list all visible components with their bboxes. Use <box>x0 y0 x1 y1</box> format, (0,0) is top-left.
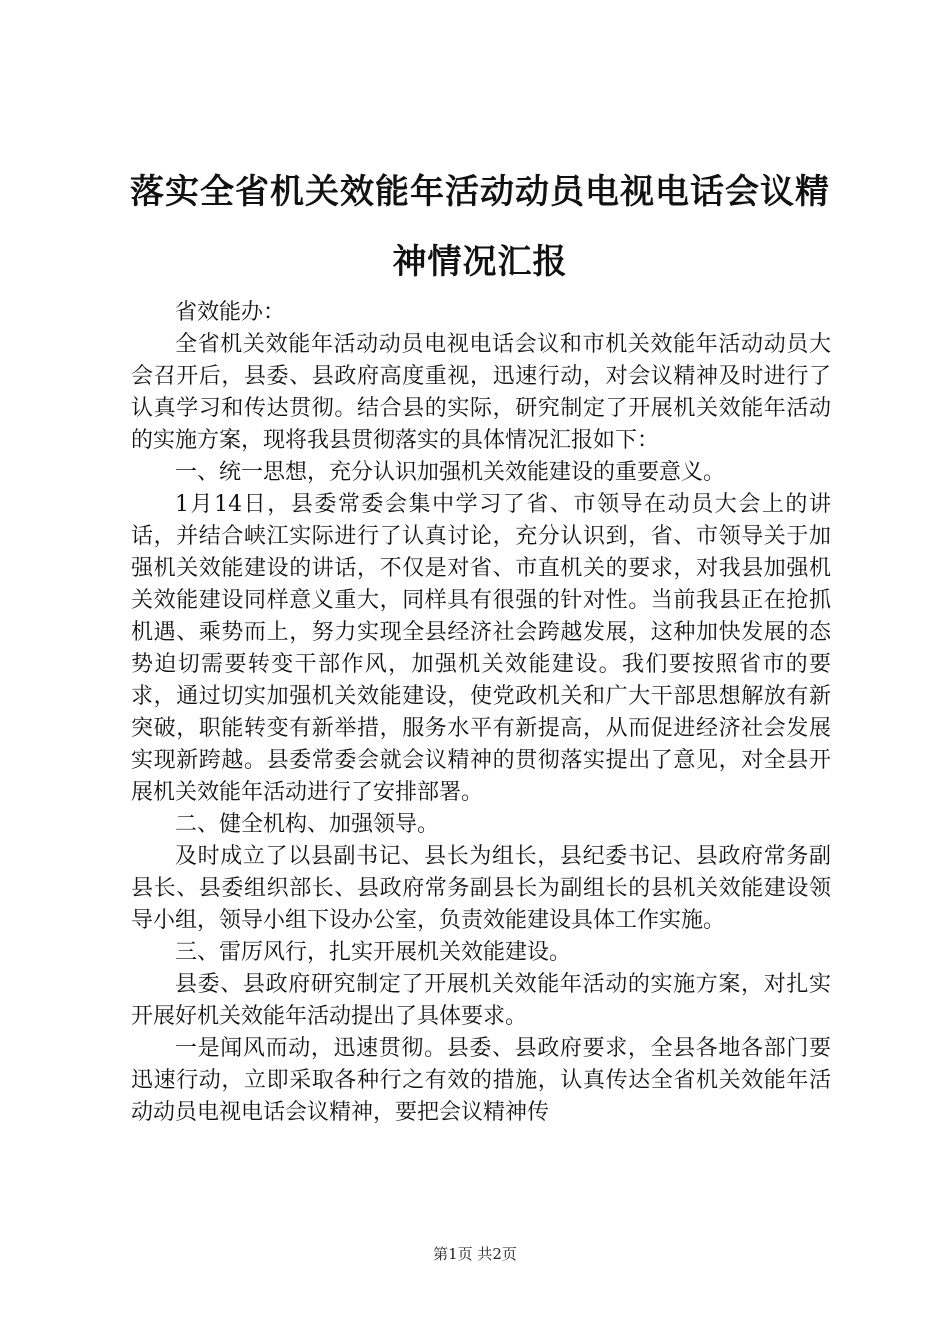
body-paragraph: 一是闻风而动，迅速贯彻。县委、县政府要求，全县各地各部门要迅速行动，立即采取各种行之有效的措施，认真传达全省机关效能年活动动员电视电话会议精神，要把会议精神传 <box>131 1036 831 1125</box>
salutation: 省效能办： <box>175 300 286 325</box>
document-title: 落实全省机关效能年活动动员电视电话会议精神情况汇报 <box>130 172 830 282</box>
section-heading-2: 二、健全机构、加强领导。 <box>175 812 440 837</box>
intro-paragraph: 全省机关效能年活动动员电视电话会议和市机关效能年活动动员大会召开后，县委、县政府高度重视，迅速行动，对会议精神及时进行了认真学习和传达贯彻。结合县的实际，研究制定了开展机关效能年活动的实施方案，现将我县贯彻落实的具体情况汇报如下： <box>131 332 831 453</box>
body-paragraph: 1月14日，县委常委会集中学习了省、市领导在动员大会上的讲话，并结合峡江实际进行了认真讨论，充分认识到，省、市领导关于加强机关效能建设的讲话，不仅是对省、市直机关的要求，对我县加强机关效能建设同样意义重大，同样具有很强的针对性。当前我县正在抢抓机遇、乘势而上，努力实现全县经济社会跨越发展，这种加快发展的态势迫切需要转变干部作风，加强机关效能建设。我们要按照省市的要求，通过切实加强机关效能建设，使党政机关和广大干部思想解放有新突破，职能转变有新举措，服务水平有新提高，从而促进经济社会发展实现新跨越。县委常委会就会议精神的贯彻落实提出了意见，对全县开展机关效能年活动进行了安排部署。 <box>131 492 831 805</box>
page-footer: 第1页 共2页 <box>433 1245 517 1263</box>
document-body <box>131 297 831 1129</box>
body-paragraph: 及时成立了以县副书记、县长为组长，县纪委书记、县政府常务副县长、县委组织部长、县政府常务副县长为副组长的县机关效能建设领导小组，领导小组下设办公室，负责效能建设具体工作实施。 <box>131 844 831 933</box>
section-heading-1: 一、统一思想，充分认识加强机关效能建设的重要意义。 <box>175 460 726 485</box>
section-heading-3: 三、雷厉风行，扎实开展机关效能建设。 <box>175 940 572 965</box>
body-paragraph: 县委、县政府研究制定了开展机关效能年活动的实施方案，对扎实开展好机关效能年活动提出了具体要求。 <box>131 972 831 1029</box>
